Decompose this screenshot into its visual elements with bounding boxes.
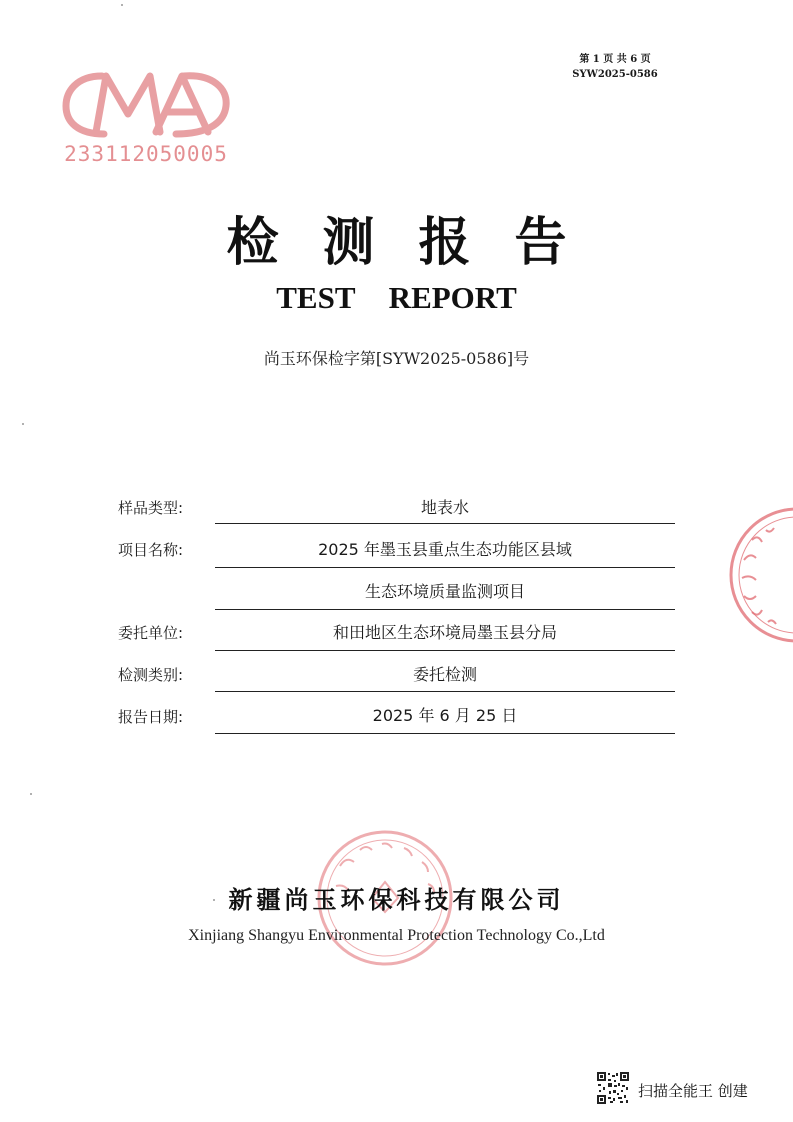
report-title-en: TEST REPORT (276, 280, 517, 315)
report-date-value: 2025 年 6 月 25 日 (372, 706, 518, 725)
divider-line (215, 609, 675, 610)
project-name-line1: 2025 年墨玉县重点生态功能区县域 (318, 540, 572, 559)
company-name-cn: 新疆尚玉环保科技有限公司 (228, 886, 565, 914)
page-number-text: 第 1 页 共 6 页 (579, 54, 651, 65)
report-code: SYW2025-0586 (572, 69, 658, 80)
divider-line (215, 567, 675, 568)
report-date-label: 报告日期: (118, 708, 184, 726)
divider-line (215, 650, 675, 651)
report-number: 尚玉环保检字第[SYW2025-0586]号 (263, 349, 530, 368)
client-value: 和田地区生态环境局墨玉县分局 (332, 623, 557, 642)
company-seal-partial-icon (722, 500, 793, 650)
divider-line (215, 523, 675, 524)
scan-speck (121, 4, 123, 6)
scanner-watermark-label: 扫描全能王 创建 (638, 1082, 748, 1100)
page-info (560, 52, 670, 82)
divider-line (215, 691, 675, 692)
qr-code-icon (596, 1071, 630, 1105)
report-title-cn: 检测报告 (226, 213, 611, 273)
cma-number: 233112050005 (64, 142, 228, 166)
company-name-en: Xinjiang Shangyu Environmental Protection Technology Co.,Ltd (188, 927, 605, 944)
scan-speck (22, 423, 24, 425)
test-category-label: 检测类别: (118, 666, 184, 684)
sample-type-label: 样品类型: (118, 499, 184, 517)
test-category-value: 委托检测 (412, 665, 477, 684)
scan-speck (213, 899, 215, 901)
project-name-line2: 生态环境质量监测项目 (364, 582, 525, 601)
client-label: 委托单位: (118, 624, 184, 642)
sample-type-value: 地表水 (420, 498, 469, 517)
scan-speck (30, 793, 32, 795)
divider-line (215, 733, 675, 734)
project-name-label: 项目名称: (118, 541, 184, 559)
